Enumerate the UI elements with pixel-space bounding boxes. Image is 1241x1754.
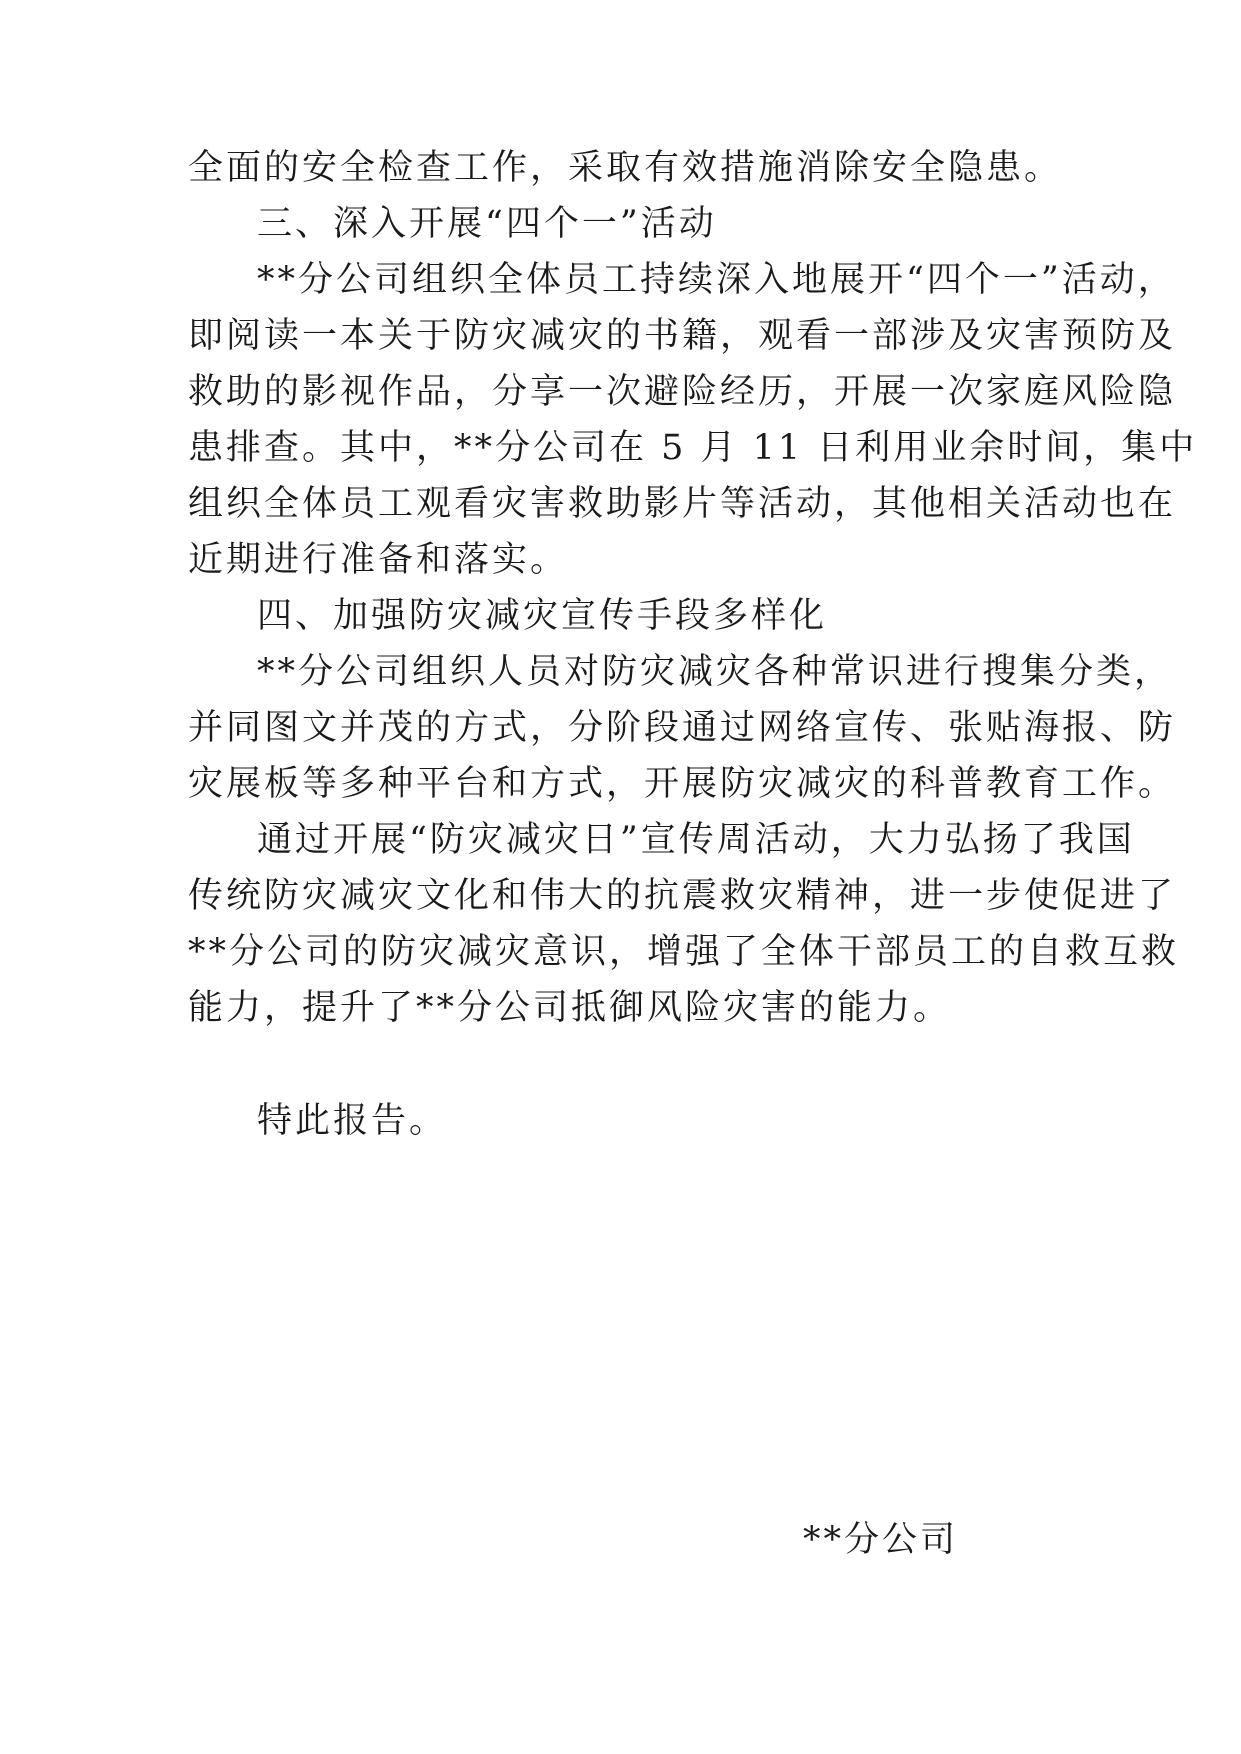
- closing-line: 特此报告。: [257, 1101, 448, 1141]
- signature: **分公司: [803, 1520, 959, 1560]
- section-heading-4: 四、加强防灾减灾宣传手段多样化: [257, 596, 828, 636]
- body-line-15: **分公司的防灾减灾意识，增强了全体干部员工的自救互救: [188, 932, 1180, 972]
- body-line-12: 灾展板等多种平台和方式，开展防灾减灾的科普教育工作。: [188, 764, 1177, 804]
- section-heading-3: 三、深入开展“四个一”活动: [257, 204, 717, 244]
- body-line-16: 能力，提升了**分公司抵御风险灾害的能力。: [188, 988, 952, 1028]
- body-line-1: 全面的安全检查工作，采取有效措施消除安全隐患。: [188, 148, 1063, 188]
- body-line-5: 救助的影视作品，分享一次避险经历，开展一次家庭风险隐: [188, 372, 1177, 412]
- body-line-13: 通过开展“防灾减灾日”宣传周活动，大力弘扬了我国: [257, 820, 1135, 860]
- body-line-11: 并同图文并茂的方式，分阶段通过网络宣传、张贴海报、防: [188, 708, 1177, 748]
- body-line-7: 组织全体员工观看灾害救助影片等活动，其他相关活动也在: [188, 484, 1177, 524]
- body-line-6: 患排查。其中，**分公司在 5 月 11 日利用业余时间，集中: [188, 428, 1198, 468]
- body-line-14: 传统防灾减灾文化和伟大的抗震救灾精神，进一步使促进了: [188, 876, 1177, 916]
- body-line-10: **分公司组织人员对防灾减灾各种常识进行搜集分类，: [257, 652, 1173, 692]
- body-line-3: **分公司组织全体员工持续深入地展开“四个一”活动，: [257, 260, 1176, 300]
- body-line-4: 即阅读一本关于防灾减灾的书籍，观看一部涉及灾害预防及: [188, 316, 1177, 356]
- body-line-8: 近期进行准备和落实。: [188, 540, 569, 580]
